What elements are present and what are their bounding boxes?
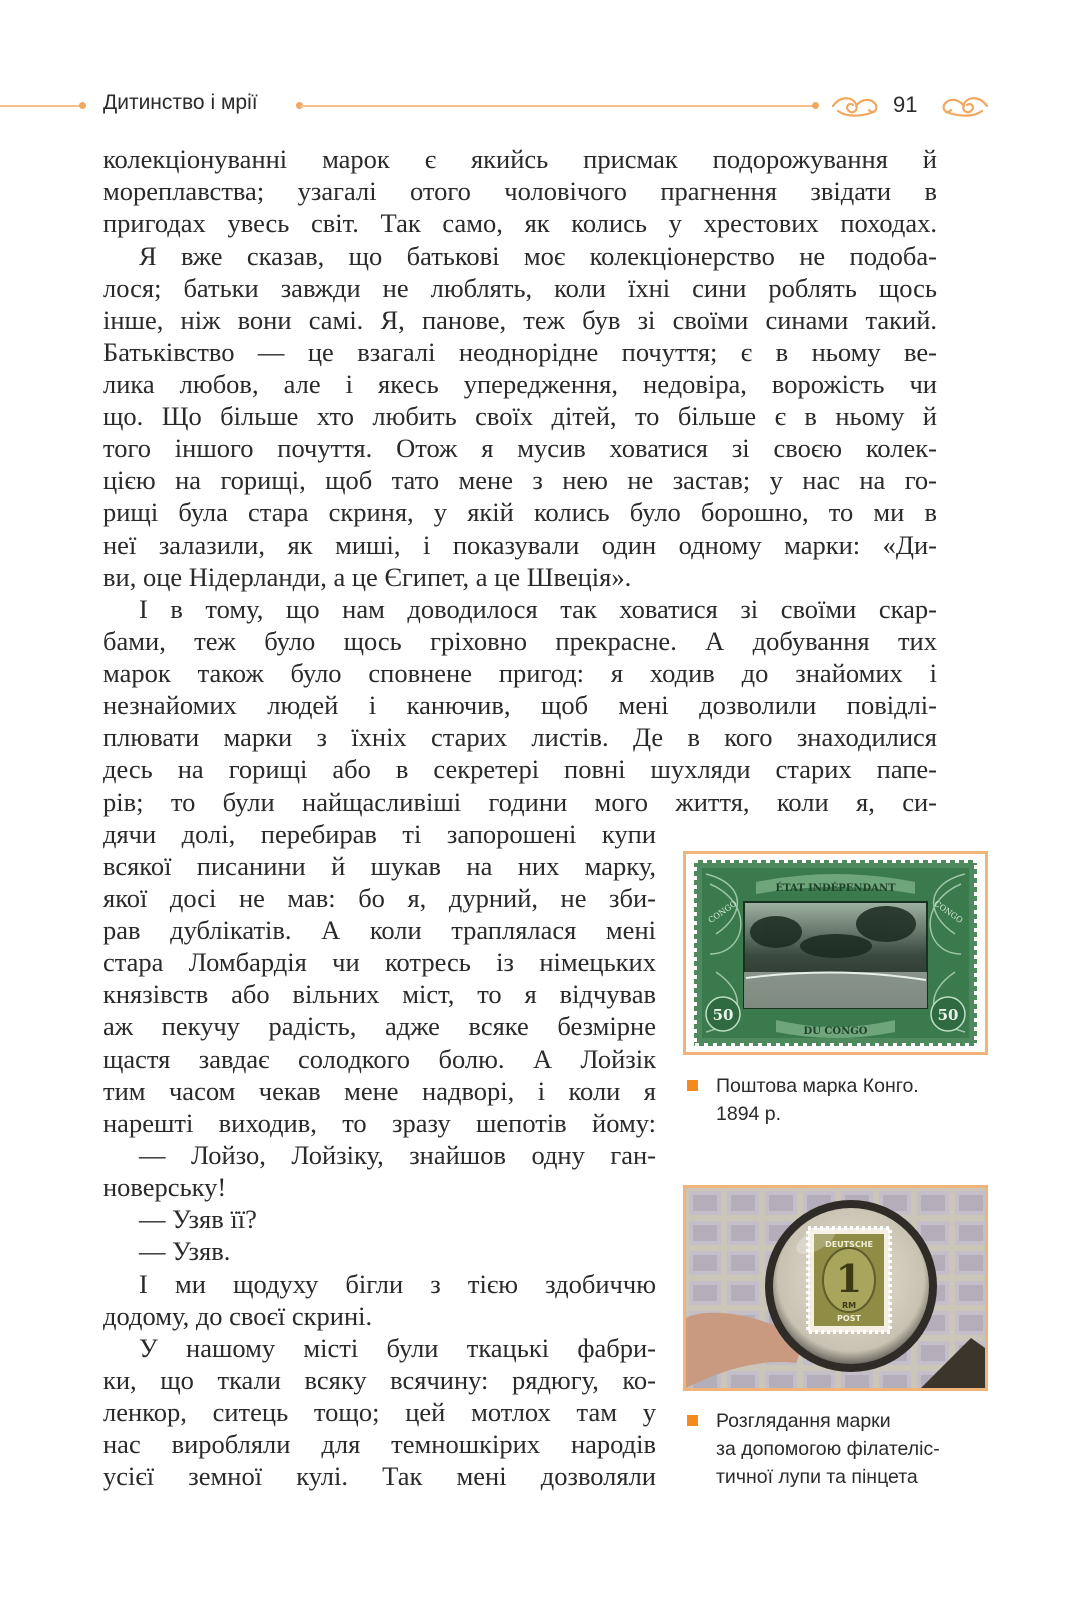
text-line: того іншого почуття. Отож я мусив ховатися зі своєю колек- — [103, 433, 937, 463]
header-rule-dot — [812, 102, 819, 109]
text-line: що. Що більше хто любить своїх дітей, то більше є в ньому й — [103, 401, 937, 431]
text-line: марок також було сповнене пригод: я ходив до знайомих і — [103, 658, 937, 688]
right-scroll-ornament-icon — [940, 93, 990, 119]
text-line: — Лойзо, Лойзіку, знайшов одну ган- — [139, 1140, 656, 1170]
text-line: ви, оце Нідерланди, а це Єгипет, а це Швеція». — [103, 562, 632, 592]
text-line: І в тому, що нам доводилося так ховатися зі своїми скар- — [139, 594, 937, 624]
header-rule-left — [0, 105, 80, 107]
stamp2-value: 1 — [835, 1256, 863, 1301]
stamp-side-text-right: CONGO — [932, 898, 965, 925]
text-line: Я вже сказав, що батькові моє колекціонерство не подоба- — [139, 241, 937, 271]
header-rule-right — [300, 105, 815, 107]
caption-marker — [687, 1415, 698, 1426]
text-line: новерську! — [103, 1172, 227, 1202]
text-line: тим часом чекав мене надворі, і коли я — [103, 1076, 656, 1106]
text-line: десь на горищі або в секретері повні шухляди старих папе- — [103, 754, 937, 784]
text-line: мореплавства; узагалі отого чоловічого прагнення звідати в — [103, 176, 937, 206]
text-line: І ми щодуху бігли з тією здобиччю — [139, 1269, 656, 1299]
figure-caption-1 — [716, 1072, 919, 1128]
text-line: інше, ніж вони самі. Я, панове, теж був зі своїми синами такий. — [103, 305, 937, 335]
caption-line: Поштова марка Конго. — [716, 1075, 919, 1097]
section-title: Дитинство і мрії — [103, 91, 258, 114]
text-line: лика любов, але і якесь упередження, недовіра, ворожість чи — [103, 369, 937, 399]
caption-line: 1894 р. — [716, 1103, 782, 1125]
stamp-bottom-text: DU CONGO — [803, 1026, 868, 1037]
text-line: У нашому місті були ткацькі фабри- — [139, 1333, 656, 1363]
text-line: колекціонуванні марок є якийсь присмак подорожування й — [103, 144, 937, 174]
text-line: неї залазили, як миші, і показували один одному марки: «Ди- — [103, 530, 937, 560]
caption-line: тичної лупи та пінцета — [716, 1466, 918, 1488]
left-scroll-ornament-icon — [830, 93, 880, 119]
text-line: — Узяв її? — [139, 1204, 257, 1234]
text-line: незнайомих людей і канючив, щоб мені дозволили повідлі- — [103, 690, 937, 720]
header-rule-dot — [79, 102, 86, 109]
page-number: 91 — [893, 92, 918, 117]
text-line: пригодах увесь світ. Так само, як колись у хрестових походах. — [103, 208, 937, 238]
text-line: усієї земної кулі. Так мені дозволяли — [103, 1461, 656, 1491]
text-line: плювати марки з їхніх старих листів. Де в кого знаходилися — [103, 722, 937, 752]
stamp2-top-text: DEUTSCHE — [825, 1240, 873, 1249]
stamp-value-left: 50 — [712, 1006, 734, 1024]
magnifier-figure — [683, 1185, 988, 1391]
text-line: додому, до своєї скрині. — [103, 1301, 373, 1331]
congo-stamp-figure — [683, 851, 988, 1055]
stamp2-bottom-text: POST — [837, 1314, 861, 1323]
caption-line: за допомогою філателіс- — [716, 1438, 940, 1460]
figure-caption-2 — [716, 1407, 940, 1491]
text-line: аж пекучу радість, адже всяке безмірне — [103, 1011, 656, 1041]
caption-line: Розглядання марки — [716, 1410, 891, 1432]
text-line: нарешті виходив, то зразу шепотів йому: — [103, 1108, 656, 1138]
stamp-top-text: ÉTAT INDÉPENDANT — [775, 883, 896, 894]
congo-stamp-image — [686, 854, 985, 1052]
text-line: нас виробляли для темношкірих народів — [103, 1429, 656, 1459]
text-line: рів; то були найщасливіші години мого життя, коли я, си- — [103, 787, 937, 817]
text-line: щастя завдає солодкого болю. А Лойзік — [103, 1044, 656, 1074]
text-line: всякої писанини й шукав на них марку, — [103, 851, 656, 881]
text-line: князівств або вільних міст, то я відчував — [103, 979, 656, 1009]
text-line: лося; батьки завжди не люблять, коли їхні сини роблять щось — [103, 273, 937, 303]
stamp-side-text-left: CONGO — [706, 898, 739, 925]
text-line: бами, теж було щось гріховно прекрасне. А добування тих — [103, 626, 937, 656]
text-line: цією на горищі, щоб тато мене з нею не застав; у нас на го- — [103, 465, 937, 495]
text-line: ки, що ткали всяку всячину: рядюгу, ко- — [103, 1365, 656, 1395]
stamp2-unit: RM — [841, 1301, 857, 1310]
text-line: якої досі не мав: бо я, дурний, не зби- — [103, 883, 656, 913]
text-line: рищі була стара скриня, у якій колись було борошно, то ми в — [103, 497, 937, 527]
text-line: рав дублікатів. А коли траплялася мені — [103, 915, 656, 945]
stamp-value-right: 50 — [937, 1006, 959, 1024]
text-line: Батьківство — це взагалі неоднорідне почуття; є в ньому ве- — [103, 337, 937, 367]
text-line: — Узяв. — [139, 1236, 231, 1266]
magnifier-photo-image — [686, 1188, 985, 1388]
caption-marker — [687, 1080, 698, 1091]
text-line: дячи долі, перебирав ті запорошені купи — [103, 819, 656, 849]
text-line: ленкор, ситець тощо; цей мотлох там у — [103, 1397, 656, 1427]
text-line: стара Ломбардія чи котресь із німецьких — [103, 947, 656, 977]
running-header — [0, 88, 1091, 124]
